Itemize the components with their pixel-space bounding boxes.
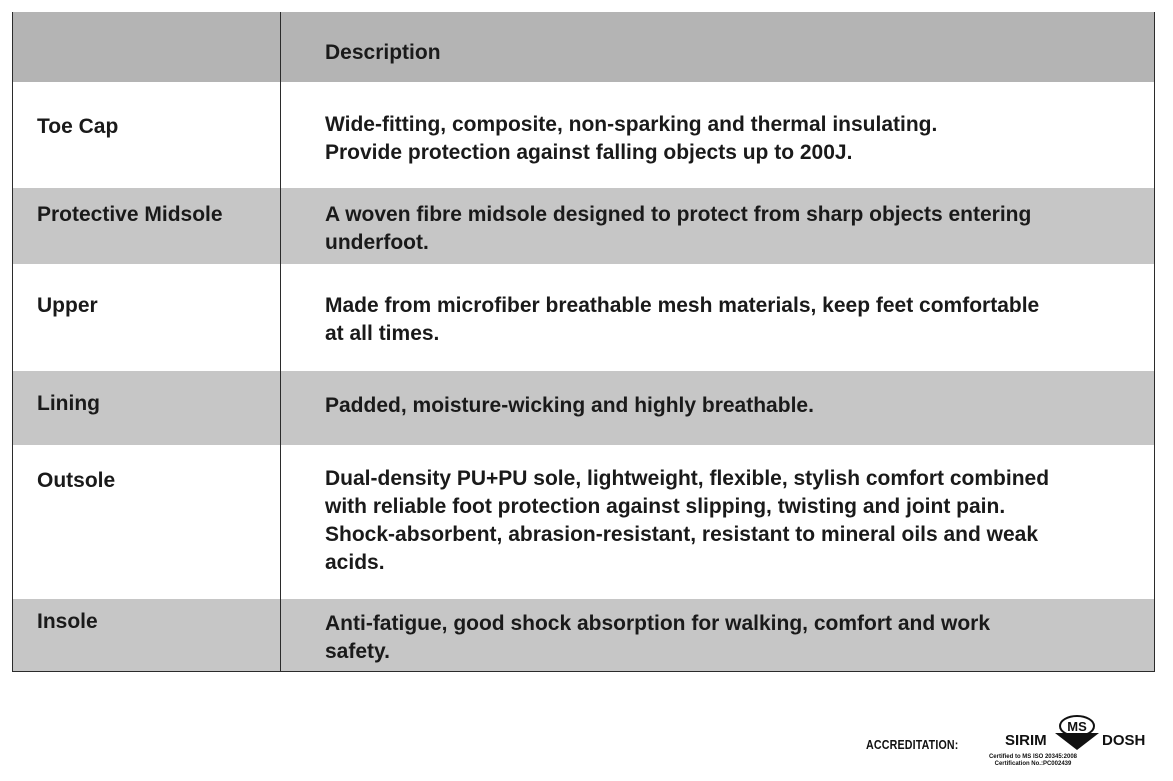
description-line: Shock-absorbent, abrasion-resistant, resistant to mineral oils and weak <box>325 523 1039 546</box>
row-description <box>281 445 1154 599</box>
description-line: A woven fibre midsole designed to protect from sharp objects entering <box>325 203 1032 226</box>
cert-standard-line: Certified to MS ISO 20345:2008 <box>988 754 1078 760</box>
description-line: Padded, moisture-wicking and highly breathable. <box>325 394 814 417</box>
row-label: Insole <box>13 599 281 671</box>
certification-text <box>983 754 1083 768</box>
spec-table <box>12 12 1155 672</box>
description-line: safety. <box>325 640 390 663</box>
description-line: underfoot. <box>325 231 429 254</box>
table-row <box>13 445 1154 599</box>
row-label: Outsole <box>13 445 281 599</box>
description-line: Provide protection against falling objects up to 200J. <box>325 141 853 164</box>
description-line: Dual-density PU+PU sole, lightweight, flexible, stylish comfort combined <box>325 467 1050 490</box>
ms-mark-label: MS <box>1067 719 1087 734</box>
row-description <box>281 264 1154 371</box>
dosh-logo-text: DOSH <box>1102 732 1146 749</box>
description-line: Anti-fatigue, good shock absorption for walking, comfort and work <box>325 612 991 635</box>
table-row <box>13 371 1154 445</box>
row-label: Toe Cap <box>13 82 281 188</box>
row-label: Upper <box>13 264 281 371</box>
row-description <box>281 188 1154 264</box>
row-description <box>281 599 1154 671</box>
table-header-row <box>13 12 1154 82</box>
table-row <box>13 82 1154 188</box>
table-row <box>13 599 1154 671</box>
row-description <box>281 82 1154 188</box>
table-row <box>13 188 1154 264</box>
description-line: at all times. <box>325 322 440 345</box>
header-description: Description <box>325 41 441 64</box>
row-description <box>281 371 1154 445</box>
header-label-cell <box>13 12 281 82</box>
description-line: acids. <box>325 551 385 574</box>
description-line: with reliable foot protection against slipping, twisting and joint pain. <box>325 495 1006 518</box>
ms-mark-icon <box>1053 714 1101 752</box>
table-row <box>13 264 1154 371</box>
description-line: Made from microfiber breathable mesh materials, keep feet comfortable <box>325 294 1040 317</box>
row-label: Lining <box>13 371 281 445</box>
cert-number-line: Certification No.:PC002439 <box>994 761 1072 767</box>
description-line: Wide-fitting, composite, non-sparking and thermal insulating. <box>325 113 938 136</box>
certification-logo <box>988 714 1155 774</box>
sirim-logo-text: SIRIM <box>1005 732 1047 749</box>
row-label: Protective Midsole <box>13 188 281 264</box>
accreditation-label: ACCREDITATION: <box>866 737 959 752</box>
